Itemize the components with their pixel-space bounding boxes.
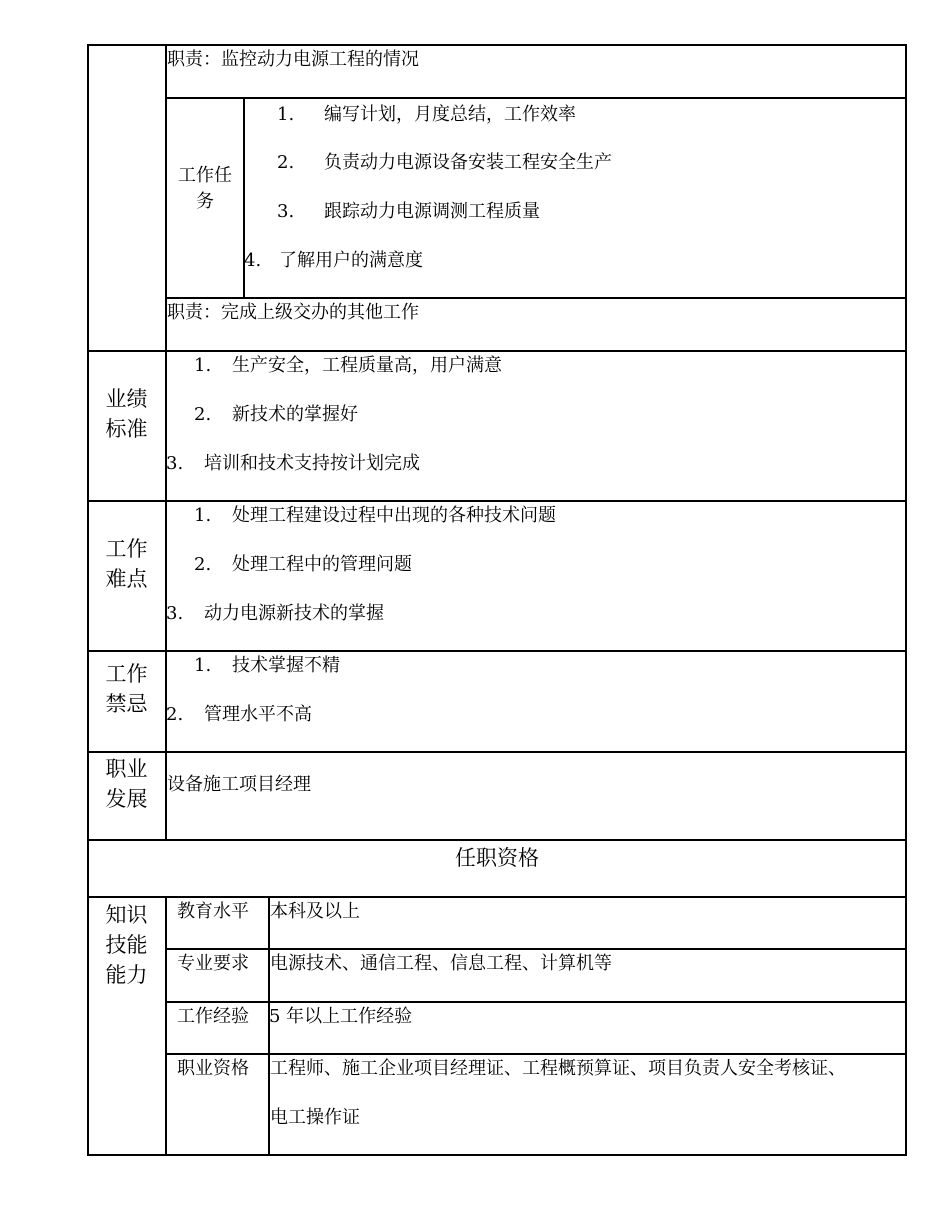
row-divider	[87, 500, 907, 502]
task-item-number: 4.	[244, 250, 262, 271]
list-item-text: 生产安全，工程质量高，用户满意	[232, 355, 502, 376]
knowledge-label-text: 知识技能能力	[105, 903, 148, 987]
list-item-text: 技术掌握不精	[232, 655, 340, 676]
section-label-knowledge	[88, 900, 165, 990]
duty-text: 职责：完成上级交办的其他工作	[167, 302, 419, 323]
qual-label: 工作经验	[177, 1006, 249, 1027]
label-column-divider	[165, 896, 167, 1154]
qual-label: 职业资格	[177, 1058, 249, 1079]
task-item-number: 3.	[277, 201, 295, 222]
qual-label: 专业要求	[177, 953, 249, 974]
difficulties-label-text: 工作难点	[105, 537, 148, 591]
qual-value: 5 年以上工作经验	[269, 1006, 413, 1027]
list-item-text: 管理水平不高	[204, 704, 312, 725]
qual-row-divider	[165, 1001, 907, 1003]
qual-value-continued: 电工操作证	[270, 1107, 360, 1128]
qual-row-divider	[165, 1053, 907, 1055]
task-item-text: 编写计划，月度总结，工作效率	[324, 104, 576, 125]
table-border-top	[87, 44, 907, 46]
list-item-number: 2.	[166, 704, 184, 725]
list-item-number: 3.	[166, 603, 184, 624]
qual-value: 电源技术、通信工程、信息工程、计算机等	[270, 953, 612, 974]
list-item-number: 1.	[194, 655, 212, 676]
list-item-text: 处理工程建设过程中出现的各种技术问题	[232, 505, 556, 526]
taboos-label-text: 工作禁忌	[105, 662, 148, 716]
list-item-number: 2.	[194, 404, 212, 425]
list-item-text: 处理工程中的管理问题	[232, 554, 412, 575]
table-border-right	[905, 44, 907, 1156]
duty-text: 职责：监控动力电源工程的情况	[167, 49, 419, 70]
qual-value: 本科及以上	[270, 901, 360, 922]
task-label-text: 工作任务	[178, 165, 232, 212]
list-item-text: 培训和技术支持按计划完成	[204, 453, 420, 474]
task-item-number: 2.	[277, 152, 295, 173]
row-divider	[87, 350, 907, 352]
task-item-number: 1.	[277, 104, 295, 125]
row-divider	[87, 839, 907, 841]
qual-value: 工程师、施工企业项目经理证、工程概预算证、项目负责人安全考核证、	[270, 1058, 846, 1079]
list-item-number: 3.	[166, 453, 184, 474]
row-divider	[87, 751, 907, 753]
career-label-text: 职业发展	[105, 757, 148, 811]
task-item-text: 了解用户的满意度	[279, 250, 423, 271]
list-item-number: 1.	[194, 505, 212, 526]
list-item-number: 1.	[194, 355, 212, 376]
task-item-text: 负责动力电源设备安装工程安全生产	[324, 152, 612, 173]
task-label	[167, 163, 243, 215]
qual-label: 教育水平	[177, 901, 249, 922]
inner-row-divider	[165, 97, 907, 99]
inner-row-divider	[165, 297, 907, 299]
qual-row-divider	[165, 948, 907, 950]
table-border-bottom	[87, 1154, 907, 1156]
qualifications-heading: 任职资格	[455, 846, 539, 870]
section-label-career	[88, 754, 165, 814]
section-label-difficulties	[88, 534, 165, 594]
list-item-number: 2.	[194, 554, 212, 575]
section-label-performance	[88, 384, 165, 444]
list-item-text: 动力电源新技术的掌握	[204, 603, 384, 624]
career-value: 设备施工项目经理	[167, 774, 311, 795]
list-item-text: 新技术的掌握好	[232, 404, 358, 425]
section-label-taboos	[88, 659, 165, 719]
performance-label-text: 业绩标准	[105, 387, 148, 441]
task-item-text: 跟踪动力电源调测工程质量	[324, 201, 540, 222]
row-divider	[87, 650, 907, 652]
row-divider	[87, 896, 907, 898]
